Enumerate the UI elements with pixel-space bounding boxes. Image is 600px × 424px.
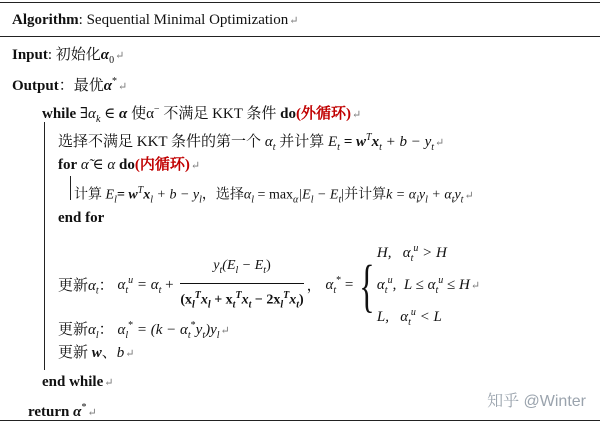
den-6: x [289,292,297,308]
step2-esub: l [114,194,117,206]
output-var: α [103,78,113,94]
update2-sub: l [95,330,99,341]
while-sup: − [153,104,160,115]
return-mark: ↵ [118,81,128,93]
step1-rhs: = w [343,134,366,150]
update-fraction [180,255,303,316]
while-condition: 不满足 KKT 条件 [163,106,277,122]
while-alpha: α [119,106,128,122]
case2-a-sub: t [384,285,388,296]
update-w-b [58,343,135,364]
step2-k2-sub: l [425,194,428,206]
update2-eq-sup: * [190,320,196,331]
den-6-sub: t [296,299,299,311]
while-text: 使α [131,106,154,122]
step1-text2: 并计算 [279,134,325,150]
return-mark: ↵ [351,109,362,121]
case2-a: α [376,277,385,293]
num-y-sub: t [219,265,223,277]
update1-comma: ， [306,278,322,294]
case3-c: < L [415,309,442,325]
den-3-sub: t [232,299,236,311]
input-sub: 0 [109,55,115,66]
cases-brace: { [359,253,375,318]
step1-var: α [264,134,273,150]
input-text: : 初始化 [47,47,101,63]
algorithm-name: : Sequential Minimal Optimization [78,12,289,28]
case2-d: ≤ H [443,277,470,293]
outer-loop-label: (外循环) [295,106,351,122]
update2-eq3: )y [205,322,217,338]
piecewise-cases [377,238,480,334]
update2-colon: ： [98,322,114,338]
title-rule [0,36,600,37]
for-var: α̃ ∈ α [80,157,116,173]
output-label: Output [12,78,59,94]
step2-max-sub: α [293,194,299,206]
step2-k3: + α [427,187,452,203]
algorithm-label: Algorithm [12,12,79,28]
den-4: x [241,292,249,308]
update1-var: α [88,278,96,294]
case3-b: α [400,309,409,325]
return-sup: * [81,402,87,413]
while-in: ∈ [104,106,116,122]
update2-lhs: α [117,322,126,338]
case-2 [377,270,480,302]
case2-c-sup: u [438,275,444,286]
return-mark: ↵ [190,160,201,172]
step1-sub: t [272,142,276,153]
update2-eq2-sub: t [202,330,206,341]
update3-sep: 、 [101,345,117,361]
star-eq: = [341,277,358,293]
update2-eq2: y [195,322,203,338]
step2-al: α [243,187,252,203]
step2-abs3: | [341,187,345,203]
input-var: α [100,47,110,63]
num-e2: − E [238,258,264,274]
step2-text3: 并计算 [344,187,387,203]
while-line [42,100,361,130]
update1-plus: + [161,277,178,293]
for-line [58,155,200,176]
case3-b-sub: t [408,317,411,328]
update3-b: b [116,345,125,361]
algorithm-title [12,10,298,31]
fraction-denominator [180,284,303,316]
step2-k: k = α [386,187,417,203]
step2-text1: 计算 [74,187,102,203]
step2-eq3: + b − y [153,187,200,203]
inner-loop-label: (内循环) [134,157,190,173]
case2-c-sub: t [435,285,439,296]
star-alpha: α [325,277,334,293]
update1-lhs-sub: t [125,285,129,296]
return-mark: ↵ [464,189,474,202]
end-for-line [58,208,104,228]
step2-abs1-sub: l [310,194,314,206]
update2-var: α [88,322,96,338]
step2-text2: ，选择 [201,187,244,203]
input-label: Input [12,47,48,63]
step2-eq2: x [143,187,151,203]
step2-eq2-sub: l [150,194,154,206]
return-keyword: return [28,404,70,420]
while-sub: k [95,114,101,125]
update2-lhs-sub: l [125,330,129,341]
star-sup: * [336,275,342,286]
step-select-t [58,128,444,158]
end-for-keyword: end for [58,210,105,226]
step1-rhs3-sub: t [431,142,435,153]
output-sup: * [112,76,118,87]
return-mark: ↵ [125,348,135,360]
den-2-sub: l [207,299,211,311]
step2-eq: = w [116,187,138,203]
return-var: α [73,404,82,420]
step1-rhs2-sub: t [379,142,382,153]
return-mark: ↵ [470,280,481,292]
update1-lhs-sup: u [128,275,134,286]
den-3-sup: T [235,290,242,302]
den-2: x [200,292,208,308]
den-4-sub: t [248,299,252,311]
num-y: y [213,258,220,274]
update1-sub: t [95,285,99,297]
case1-b: α [402,245,411,261]
return-mark: ↵ [289,15,299,27]
den-5-sup: T [283,290,290,302]
update2-eq-sub: t [187,330,191,341]
while-body-bar [44,122,45,370]
case1-c: > H [418,245,447,261]
end-while-keyword: end while [42,374,104,390]
output-text: ：最优 [58,78,104,94]
den-7: ) [299,292,304,308]
return-mark: ↵ [87,407,97,419]
while-keyword: while [42,106,77,122]
case1-b-sup: u [413,243,419,254]
case2-b: , [392,277,397,293]
while-exists: ∃α [79,106,96,122]
update3-text: 更新 [58,345,89,361]
case3-a: L, [376,309,389,325]
num-e1-sub: l [235,265,239,277]
step2-e: E [105,187,115,203]
star-sub: t [333,285,337,296]
step2-k3-sub: t [451,194,455,206]
input-line [12,45,124,71]
return-mark: ↵ [115,50,125,62]
update3-w: w [91,345,102,361]
step1-rhs-sup: T [366,132,372,143]
update1-eq-sub: t [158,285,162,296]
step2-k4-sub: t [460,194,464,206]
step1-rhs3: + b − y [381,134,432,150]
update2-lhs-sup: * [128,320,134,331]
update1-text: 更新 [58,278,89,294]
update1-eq: = α [133,277,159,293]
step2-eq3-sub: l [199,194,202,206]
return-mark: ↵ [220,325,230,337]
step2-eq-sup: T [137,185,144,196]
case1-a: H, [376,245,392,261]
update1-colon: ： [98,278,114,294]
step2-k-sub: l [416,194,419,206]
step2-al-sub: l [251,194,255,206]
step1-text: 选择不满足 KKT 条件的第一个 [58,134,262,150]
update2-eq3-sub: l [216,330,220,341]
step1-e: E [327,134,338,150]
num-close: ) [266,258,271,274]
step2-abs1: |E [298,187,311,203]
return-line [28,398,97,423]
num-e1: (E [222,258,236,274]
step1-rhs2: x [371,134,380,150]
step1-esub: t [337,142,340,153]
step2-k2: y [418,187,426,203]
return-mark: ↵ [104,377,114,389]
case3-b-sup: u [410,307,416,318]
case1-b-sub: t [410,253,414,264]
case2-a-sup: u [387,275,393,286]
update2-text: 更新 [58,322,89,338]
update1-lhs: α [117,277,126,293]
update2-eq: = (k − α [133,322,188,338]
output-line [12,72,127,97]
end-while-line [42,372,113,393]
while-do: do [280,106,296,122]
den-3: + x [210,292,233,308]
step2-k4: y [454,187,461,203]
watermark: 知乎 @Winter [487,393,586,410]
for-body-bar [70,176,71,200]
update-alpha-l [58,316,230,346]
for-do: do [119,157,135,173]
den-1-sub: l [192,299,195,311]
step2-max: = max [254,187,294,203]
for-keyword: for [58,157,78,173]
case-3 [377,302,480,334]
case2-c: L ≤ α [403,277,436,293]
den-5: − 2x [251,292,281,308]
fraction-numerator [180,255,303,284]
step2-abs2: − E [313,187,339,203]
top-rule [0,2,600,3]
den-1: (x [180,292,193,308]
step-compute-el [74,181,474,210]
den-1-sup: T [194,290,201,302]
step2-abs2-sub: t [338,194,342,206]
den-5-sub: l [280,299,284,311]
case-1 [377,238,480,270]
return-mark: ↵ [435,137,445,149]
num-e2-sub: t [263,265,267,277]
